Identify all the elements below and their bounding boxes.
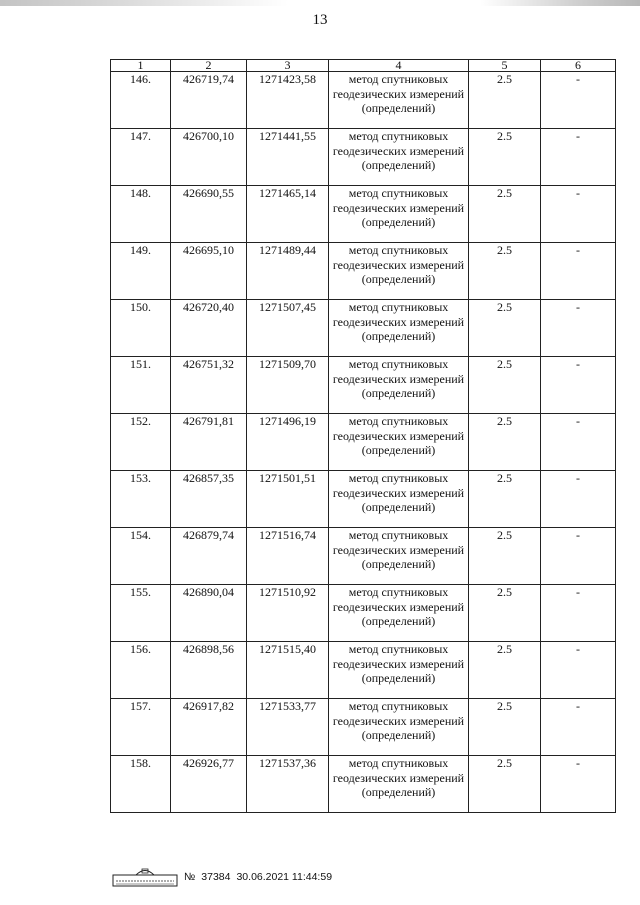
- table-row: [111, 756, 616, 813]
- coord-x: 426898,56: [171, 642, 247, 699]
- coord-y: 1271496,19: [247, 414, 329, 471]
- document-stamp: [184, 871, 332, 883]
- point-number: 157.: [111, 699, 171, 756]
- coord-y: 1271441,55: [247, 129, 329, 186]
- point-number: 147.: [111, 129, 171, 186]
- registry-logo: [112, 866, 178, 888]
- column-6-value: -: [541, 300, 616, 357]
- point-number: 150.: [111, 300, 171, 357]
- column-header: 1: [111, 60, 171, 72]
- column-header: 4: [329, 60, 469, 72]
- table-row: [111, 528, 616, 585]
- column-6-value: -: [541, 642, 616, 699]
- coord-x: 426719,74: [171, 72, 247, 129]
- method-description: метод спутниковых геодезических измерений (определений): [329, 528, 469, 585]
- doc-number-mark: №: [184, 871, 196, 883]
- column-6-value: -: [541, 585, 616, 642]
- method-description: метод спутниковых геодезических измерений (определений): [329, 471, 469, 528]
- accuracy-value: 2.5: [469, 756, 541, 813]
- column-header: 6: [541, 60, 616, 72]
- column-6-value: -: [541, 243, 616, 300]
- accuracy-value: 2.5: [469, 585, 541, 642]
- coord-x: 426695,10: [171, 243, 247, 300]
- column-6-value: -: [541, 471, 616, 528]
- method-description: метод спутниковых геодезических измерений (определений): [329, 642, 469, 699]
- method-description: метод спутниковых геодезических измерений (определений): [329, 357, 469, 414]
- coord-x: 426926,77: [171, 756, 247, 813]
- method-description: метод спутниковых геодезических измерений (определений): [329, 129, 469, 186]
- coord-x: 426917,82: [171, 699, 247, 756]
- coord-y: 1271510,92: [247, 585, 329, 642]
- point-number: 156.: [111, 642, 171, 699]
- table-row: [111, 357, 616, 414]
- coord-y: 1271423,58: [247, 72, 329, 129]
- method-description: метод спутниковых геодезических измерений (определений): [329, 243, 469, 300]
- coord-y: 1271489,44: [247, 243, 329, 300]
- point-number: 153.: [111, 471, 171, 528]
- method-description: метод спутниковых геодезических измерений (определений): [329, 699, 469, 756]
- method-description: метод спутниковых геодезических измерений (определений): [329, 756, 469, 813]
- table-row: [111, 414, 616, 471]
- column-header: 3: [247, 60, 329, 72]
- accuracy-value: 2.5: [469, 72, 541, 129]
- table-row: [111, 642, 616, 699]
- method-description: метод спутниковых геодезических измерений (определений): [329, 186, 469, 243]
- method-description: метод спутниковых геодезических измерений (определений): [329, 300, 469, 357]
- table-row: [111, 471, 616, 528]
- point-number: 155.: [111, 585, 171, 642]
- accuracy-value: 2.5: [469, 528, 541, 585]
- point-number: 154.: [111, 528, 171, 585]
- column-6-value: -: [541, 528, 616, 585]
- table-header-row: [111, 60, 616, 72]
- method-description: метод спутниковых геодезических измерений (определений): [329, 585, 469, 642]
- method-description: метод спутниковых геодезических измерений (определений): [329, 72, 469, 129]
- coord-y: 1271516,74: [247, 528, 329, 585]
- method-description: метод спутниковых геодезических измерений (определений): [329, 414, 469, 471]
- coord-x: 426890,04: [171, 585, 247, 642]
- doc-number: 37384: [201, 871, 231, 883]
- table-row: [111, 243, 616, 300]
- table-row: [111, 72, 616, 129]
- table-row: [111, 699, 616, 756]
- accuracy-value: 2.5: [469, 414, 541, 471]
- column-header: 2: [171, 60, 247, 72]
- column-6-value: -: [541, 699, 616, 756]
- accuracy-value: 2.5: [469, 129, 541, 186]
- point-number: 148.: [111, 186, 171, 243]
- point-number: 158.: [111, 756, 171, 813]
- accuracy-value: 2.5: [469, 186, 541, 243]
- point-number: 149.: [111, 243, 171, 300]
- point-number: 146.: [111, 72, 171, 129]
- coord-x: 426791,81: [171, 414, 247, 471]
- column-6-value: -: [541, 129, 616, 186]
- footer: [112, 866, 332, 888]
- accuracy-value: 2.5: [469, 699, 541, 756]
- point-number: 152.: [111, 414, 171, 471]
- doc-datetime: 30.06.2021 11:44:59: [236, 871, 333, 883]
- scan-edge-artifact: [0, 0, 640, 6]
- coordinates-table: [110, 59, 616, 813]
- accuracy-value: 2.5: [469, 300, 541, 357]
- coord-y: 1271507,45: [247, 300, 329, 357]
- column-header: 5: [469, 60, 541, 72]
- coord-x: 426751,32: [171, 357, 247, 414]
- coord-x: 426690,55: [171, 186, 247, 243]
- coord-x: 426857,35: [171, 471, 247, 528]
- accuracy-value: 2.5: [469, 357, 541, 414]
- coord-x: 426700,10: [171, 129, 247, 186]
- column-6-value: -: [541, 414, 616, 471]
- page-number: 13: [312, 12, 328, 28]
- coord-y: 1271465,14: [247, 186, 329, 243]
- accuracy-value: 2.5: [469, 471, 541, 528]
- coord-x: 426720,40: [171, 300, 247, 357]
- table-row: [111, 585, 616, 642]
- column-6-value: -: [541, 186, 616, 243]
- accuracy-value: 2.5: [469, 243, 541, 300]
- coord-y: 1271537,36: [247, 756, 329, 813]
- table-row: [111, 129, 616, 186]
- column-6-value: -: [541, 357, 616, 414]
- coord-y: 1271533,77: [247, 699, 329, 756]
- point-number: 151.: [111, 357, 171, 414]
- column-6-value: -: [541, 72, 616, 129]
- table-row: [111, 186, 616, 243]
- column-6-value: -: [541, 756, 616, 813]
- accuracy-value: 2.5: [469, 642, 541, 699]
- coord-y: 1271501,51: [247, 471, 329, 528]
- coord-y: 1271515,40: [247, 642, 329, 699]
- coord-y: 1271509,70: [247, 357, 329, 414]
- table-row: [111, 300, 616, 357]
- coord-x: 426879,74: [171, 528, 247, 585]
